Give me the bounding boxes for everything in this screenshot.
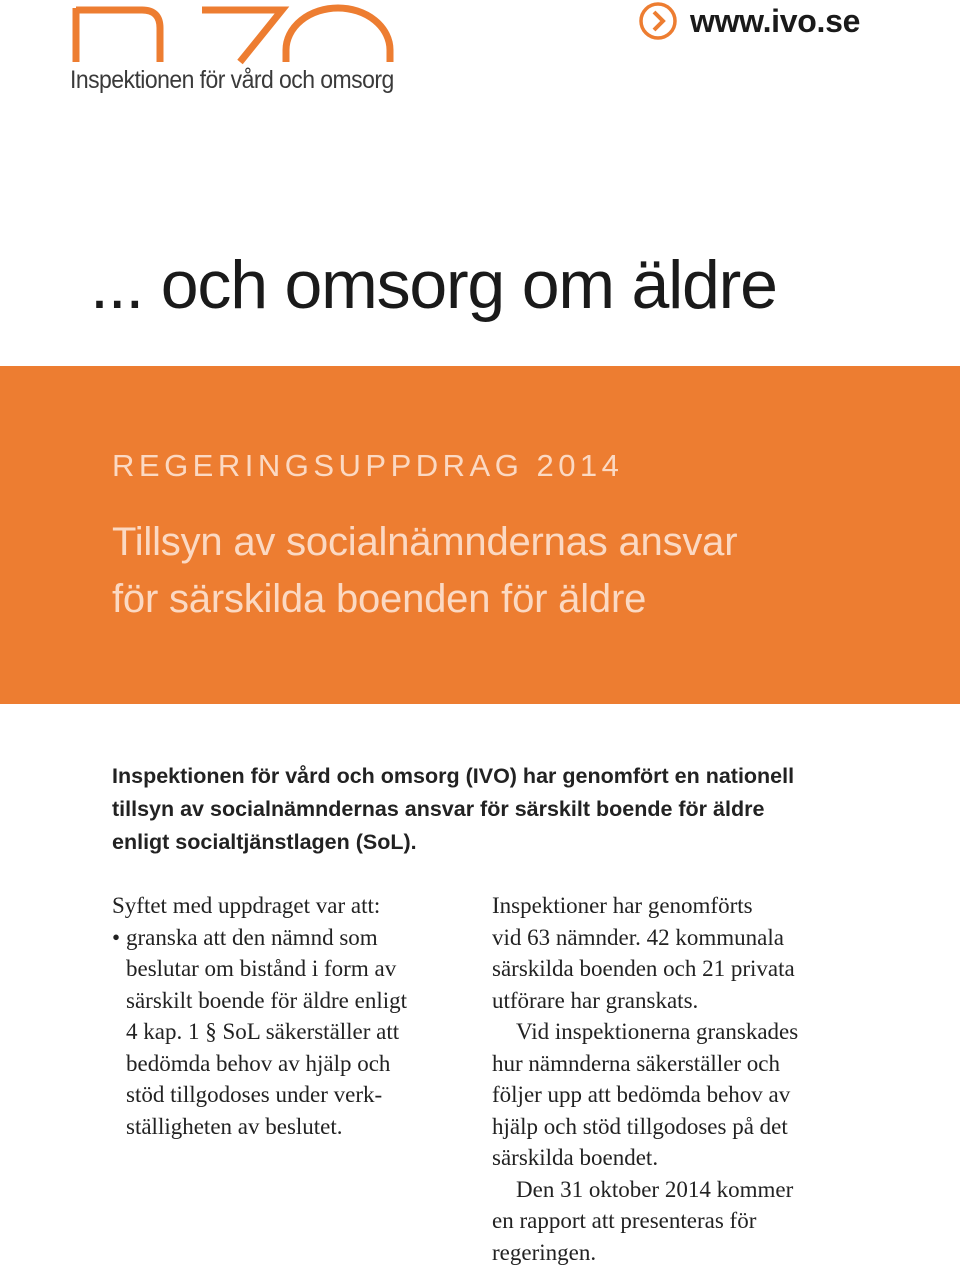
- ivo-logo: [70, 4, 400, 100]
- website-url[interactable]: www.ivo.se: [690, 2, 861, 39]
- ivo-logo-mark: [72, 4, 402, 66]
- bullet-line: granska att den nämnd som: [126, 924, 378, 950]
- bullet-line: ställigheten av beslutet.: [126, 1113, 343, 1139]
- paragraph-line: Inspektioner har genomförts: [492, 893, 753, 918]
- logo-tagline: Inspektionen för vård och omsorg: [70, 66, 394, 94]
- purpose-bullet: [112, 922, 462, 1143]
- banner-eyebrow: REGERINGSUPPDRAG 2014: [112, 448, 624, 483]
- paragraph-inspections: [492, 890, 892, 1016]
- purpose-intro: Syftet med uppdraget var att:: [112, 893, 381, 918]
- lead-line: Inspektionen för vård och omsorg (IVO) har genomfört en nationell: [112, 764, 795, 788]
- bullet-line: särskilt boende för äldre enligt: [126, 987, 408, 1013]
- banner-subtitle: [112, 514, 737, 628]
- right-column: [492, 890, 892, 1268]
- paragraph-line: en rapport att presenteras för: [492, 1208, 757, 1233]
- document-title: ... och omsorg om äldre: [90, 247, 777, 323]
- paragraph-report: [492, 1174, 892, 1268]
- chevron-right-circle-icon: [638, 1, 678, 41]
- bullet-marker: •: [112, 924, 121, 950]
- lead-paragraph: [112, 760, 872, 859]
- bullet-line: stöd tillgodoses under verk-: [126, 1082, 383, 1107]
- website-link[interactable]: [638, 0, 860, 42]
- paragraph-line: hur nämnderna säkerställer och: [492, 1050, 781, 1076]
- paragraph-line: särskilda boenden och 21 privata: [492, 956, 795, 981]
- lead-line: tillsyn av socialnämndernas ansvar för särskilt boende för äldre: [112, 797, 765, 821]
- paragraph-line: vid 63 nämnder. 42 kommunala: [492, 924, 784, 950]
- bullet-line: bedömda behov av hjälp och: [126, 1050, 391, 1076]
- subtitle-line: för särskilda boenden för äldre: [112, 577, 647, 621]
- left-column: [112, 890, 462, 1142]
- paragraph-line: följer upp att bedömda behov av: [492, 1082, 791, 1107]
- paragraph-line: utförare har granskats.: [492, 987, 699, 1013]
- paragraph-line: hjälp och stöd tillgodoses på det: [492, 1113, 788, 1139]
- subtitle-line: Tillsyn av socialnämndernas ansvar: [112, 520, 738, 564]
- paragraph-line: Vid inspektionerna granskades: [516, 1019, 799, 1044]
- bullet-line: 4 kap. 1 § SoL säkerställer att: [126, 1019, 400, 1044]
- paragraph-line: regeringen.: [492, 1239, 597, 1265]
- paragraph-line: Den 31 oktober 2014 kommer: [516, 1176, 794, 1202]
- lead-line: enligt socialtjänstlagen (SoL).: [112, 830, 417, 854]
- paragraph-line: särskilda boendet.: [492, 1145, 659, 1170]
- paragraph-review: [492, 1016, 892, 1174]
- bullet-line: beslutar om bistånd i form av: [126, 956, 397, 981]
